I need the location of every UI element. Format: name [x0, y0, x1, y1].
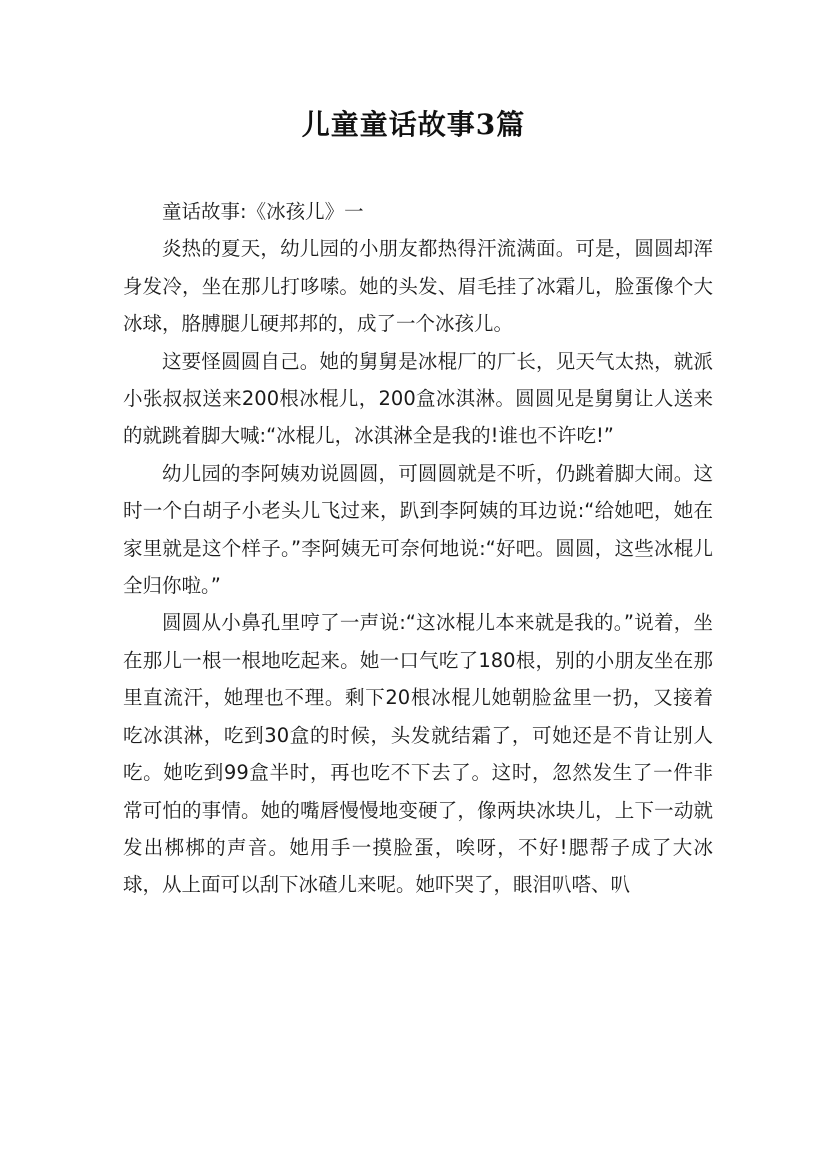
body-paragraph: 幼儿园的李阿姨劝说圆圆，可圆圆就是不听，仍跳着脚大闹。这时一个白胡子小老头儿飞过来，趴到李阿姨的耳边说:“给她吧，她在家里就是这个样子。”李阿姨无可奈何地说:“好吧。圆圆，这些冰棍儿全归你啦。”	[123, 461, 713, 598]
body-paragraph: 这要怪圆圆自己。她的舅舅是冰棍厂的厂长，见天气太热，就派小张叔叔送来200根冰棍儿，200盒冰淇淋。圆圆见是舅舅让人送来的就跳着脚大喊:“冰棍儿，冰淇淋全是我的!谁也不许吃!”	[123, 349, 713, 448]
body-paragraph: 圆圆从小鼻孔里哼了一声说:“这冰棍儿本来就是我的。”说着，坐在那儿一根一根地吃起来。她一口气吃了180根，别的小朋友坐在那里直流汗，她理也不理。剩下20根冰棍儿她朝脸盆里一扔，又接着吃冰淇淋，吃到30盒的时候，头发就结霜了，可她还是不肯让别人吃。她吃到99盒半时，再也吃不下去了。这时，忽然发生了一件非常可怕的事情。她的嘴唇慢慢地变硬了，像两块冰块儿，上下一动就发出梆梆的声音。她用手一摸脸蛋，唉呀，不好!腮帮子成了大冰球，从上面可以刮下冰碴儿来呢。她吓哭了，眼泪叭嗒、叭	[123, 611, 713, 897]
body-paragraph: 炎热的夏天，幼儿园的小朋友都热得汗流满面。可是，圆圆却浑身发冷，坐在那儿打哆嗦。她的头发、眉毛挂了冰霜儿，脸蛋像个大冰球，胳膊腿儿硬邦邦的，成了一个冰孩儿。	[123, 237, 713, 336]
document-body	[123, 193, 713, 904]
document-title: 儿童童话故事3篇	[301, 108, 526, 141]
story-heading: 童话故事:《冰孩儿》一	[162, 200, 364, 223]
